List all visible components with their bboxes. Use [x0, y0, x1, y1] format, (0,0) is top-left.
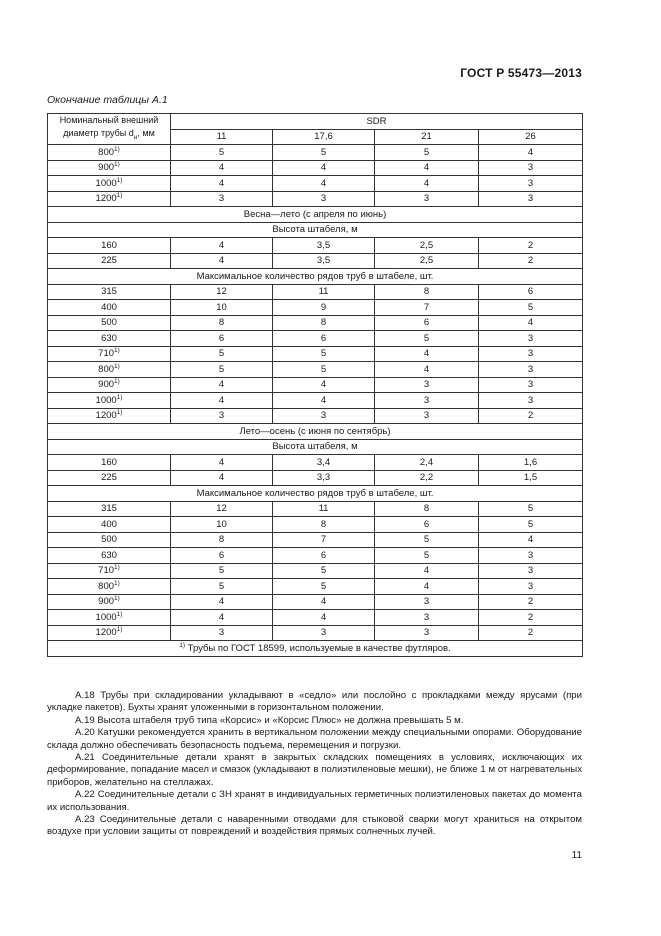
diameter-cell: [48, 579, 171, 595]
diameter-value: 710: [98, 348, 115, 360]
document-code: ГОСТ Р 55473—2013: [460, 66, 582, 80]
diameter-value: 800: [98, 580, 115, 592]
table-row: [48, 284, 583, 300]
value-cell: 5: [375, 145, 479, 161]
value-cell: 2: [479, 610, 583, 626]
value-cell: 10: [171, 300, 273, 316]
footnote-row: [48, 641, 583, 657]
diameter-value: 1200: [95, 410, 117, 422]
diameter-cell: [48, 470, 171, 486]
value-cell: 8: [273, 517, 375, 533]
footnote: [48, 641, 583, 657]
table-row: [48, 145, 583, 161]
value-cell: 3: [273, 625, 375, 641]
section-row: [48, 222, 583, 238]
value-cell: 4: [171, 610, 273, 626]
value-cell: 3: [375, 191, 479, 207]
value-cell: 8: [375, 284, 479, 300]
table-row: [48, 253, 583, 269]
diameter-cell: [48, 610, 171, 626]
diameter-cell: [48, 315, 171, 331]
value-cell: 4: [273, 176, 375, 192]
table-row: [48, 160, 583, 176]
value-cell: 5: [171, 145, 273, 161]
table-row: [48, 501, 583, 517]
value-cell: 5: [273, 579, 375, 595]
diameter-value: 710: [98, 565, 115, 577]
value-cell: 11: [273, 284, 375, 300]
value-cell: 6: [375, 315, 479, 331]
paragraph-a20: А.20 Катушки рекомендуется хранить в вертикальном положении между специальными опорами. Оборудование склада должно обеспечивать безопасность подъема, перемещения и погрузки.: [47, 727, 582, 751]
footnote-ref: 1): [114, 347, 120, 355]
value-cell: 8: [273, 315, 375, 331]
value-cell: 10: [171, 517, 273, 533]
value-cell: 4: [171, 455, 273, 471]
value-cell: 5: [273, 563, 375, 579]
diameter-cell: [48, 563, 171, 579]
footnote-ref: 1): [114, 378, 120, 386]
section-row: [48, 424, 583, 440]
value-cell: 4: [273, 377, 375, 393]
value-cell: 3: [375, 625, 479, 641]
value-cell: 1,5: [479, 470, 583, 486]
diameter-cell: [48, 625, 171, 641]
sdr-header: SDR: [171, 114, 583, 130]
value-cell: 2: [479, 594, 583, 610]
value-cell: 3: [479, 362, 583, 378]
max-rows-title: Максимальное количество рядов труб в штабеле, шт.: [48, 486, 583, 502]
diameter-cell: [48, 160, 171, 176]
footnote-ref: 1): [114, 161, 120, 169]
table-row: [48, 548, 583, 564]
value-cell: 3: [375, 610, 479, 626]
section-row: [48, 207, 583, 223]
diameter-value: 500: [101, 317, 117, 329]
value-cell: 5: [479, 517, 583, 533]
value-cell: 4: [479, 315, 583, 331]
value-cell: 3: [479, 176, 583, 192]
value-cell: 2: [479, 408, 583, 424]
paragraph-a23: А.23 Соединительные детали с наваренными отводами для стыковой сварки могут храниться на открытом воздухе при условии защиты от повреждений и воздействия прямых солнечных лучей.: [47, 814, 582, 838]
value-cell: 5: [273, 346, 375, 362]
table-row: [48, 300, 583, 316]
diameter-value: 225: [101, 255, 117, 267]
value-cell: 5: [273, 145, 375, 161]
table-caption: Окончание таблицы А.1: [47, 94, 168, 106]
value-cell: 3: [479, 579, 583, 595]
footnote-text: Трубы по ГОСТ 18599, используемые в качестве футляров.: [185, 642, 451, 654]
value-cell: 2,5: [375, 238, 479, 254]
diameter-value: 630: [101, 549, 117, 561]
table-row: [48, 238, 583, 254]
section-row: [48, 269, 583, 285]
footnote-ref: 1): [116, 192, 123, 200]
value-cell: 3: [479, 191, 583, 207]
value-cell: 3: [479, 393, 583, 409]
table-row: [48, 532, 583, 548]
diameter-value: 500: [101, 534, 117, 546]
diameter-value: 630: [101, 332, 117, 344]
value-cell: 12: [171, 501, 273, 517]
value-cell: 5: [171, 362, 273, 378]
value-cell: 11: [273, 501, 375, 517]
diameter-cell: [48, 346, 171, 362]
footnote-ref: 1): [116, 626, 123, 634]
table-row: [48, 315, 583, 331]
value-cell: 3: [479, 377, 583, 393]
value-cell: 4: [171, 393, 273, 409]
sdr-value-header: 26: [479, 129, 583, 145]
value-cell: 3: [479, 548, 583, 564]
value-cell: 5: [171, 563, 273, 579]
value-cell: 4: [375, 579, 479, 595]
value-cell: 2,2: [375, 470, 479, 486]
value-cell: 2: [479, 238, 583, 254]
footnote-ref: 1): [116, 393, 123, 401]
diameter-value: 160: [101, 239, 117, 251]
stack-height-title: Высота штабеля, м: [48, 439, 583, 455]
value-cell: 6: [273, 331, 375, 347]
value-cell: 3,5: [273, 253, 375, 269]
diameter-value: 225: [101, 472, 117, 484]
diameter-cell: [48, 455, 171, 471]
diameter-value: 1000: [95, 611, 117, 623]
table-row: [48, 455, 583, 471]
footnote-ref: 1): [114, 579, 120, 587]
value-cell: 3: [375, 408, 479, 424]
value-cell: 5: [171, 579, 273, 595]
table-row: [48, 594, 583, 610]
value-cell: 6: [375, 517, 479, 533]
value-cell: 3: [273, 408, 375, 424]
header-subscript: н: [133, 133, 138, 141]
diameter-cell: [48, 362, 171, 378]
diameter-cell: [48, 377, 171, 393]
diameter-cell: [48, 300, 171, 316]
value-cell: 4: [171, 594, 273, 610]
footnote-ref: 1): [114, 362, 120, 370]
sdr-value-header: 21: [375, 129, 479, 145]
diameter-cell: [48, 331, 171, 347]
value-cell: 4: [171, 470, 273, 486]
diameter-value: 1200: [95, 193, 117, 205]
value-cell: 8: [375, 501, 479, 517]
table-row: [48, 331, 583, 347]
value-cell: 3: [273, 191, 375, 207]
diameter-cell: [48, 517, 171, 533]
value-cell: 3: [171, 625, 273, 641]
value-cell: 3: [479, 331, 583, 347]
footnote-ref: 1): [114, 145, 120, 153]
table-row: [48, 563, 583, 579]
value-cell: 3,4: [273, 455, 375, 471]
paragraph-a19: А.19 Высота штабеля труб типа «Корсис» и «Корсис Плюс» не должна превышать 5 м.: [75, 714, 464, 726]
value-cell: 12: [171, 284, 273, 300]
diameter-cell: [48, 191, 171, 207]
value-cell: 4: [171, 160, 273, 176]
value-cell: 3,5: [273, 238, 375, 254]
diameter-value: 1000: [95, 177, 117, 189]
value-cell: 8: [171, 315, 273, 331]
table-row: [48, 377, 583, 393]
table-row: [48, 610, 583, 626]
diameter-value: 315: [101, 503, 117, 515]
diameter-value: 1200: [95, 627, 117, 639]
diameter-cell: [48, 501, 171, 517]
table-row: [48, 393, 583, 409]
footnote-ref: 1): [116, 610, 123, 618]
value-cell: 6: [171, 548, 273, 564]
value-cell: 3: [479, 346, 583, 362]
value-cell: 3: [479, 160, 583, 176]
sdr-value-header: 17,6: [273, 129, 375, 145]
diameter-value: 160: [101, 456, 117, 468]
diameter-cell: [48, 532, 171, 548]
value-cell: 3: [171, 191, 273, 207]
value-cell: 4: [273, 594, 375, 610]
diameter-cell: [48, 548, 171, 564]
value-cell: 5: [171, 346, 273, 362]
value-cell: 4: [375, 563, 479, 579]
value-cell: 4: [375, 362, 479, 378]
value-cell: 4: [171, 377, 273, 393]
table-row: [48, 176, 583, 192]
value-cell: 2: [479, 625, 583, 641]
diameter-value: 900: [98, 162, 115, 174]
value-cell: 5: [273, 362, 375, 378]
value-cell: 5: [479, 501, 583, 517]
table-row: [48, 517, 583, 533]
table-row: [48, 470, 583, 486]
diameter-value: 1000: [95, 394, 117, 406]
value-cell: 4: [171, 238, 273, 254]
value-cell: 4: [171, 253, 273, 269]
value-cell: 4: [273, 160, 375, 176]
diameter-value: 400: [101, 301, 117, 313]
table-row: [48, 191, 583, 207]
footnote-ref: 1): [116, 409, 123, 417]
value-cell: 4: [375, 346, 479, 362]
value-cell: 1,6: [479, 455, 583, 471]
value-cell: 7: [375, 300, 479, 316]
value-cell: 7: [273, 532, 375, 548]
value-cell: 2,4: [375, 455, 479, 471]
footnote-ref: 1): [114, 564, 120, 572]
value-cell: 4: [375, 176, 479, 192]
diameter-value: 900: [98, 379, 115, 391]
value-cell: 5: [479, 300, 583, 316]
value-cell: 4: [273, 393, 375, 409]
value-cell: 5: [375, 331, 479, 347]
diameter-value: 400: [101, 518, 117, 530]
table-row: [48, 579, 583, 595]
value-cell: 9: [273, 300, 375, 316]
value-cell: 3: [375, 377, 479, 393]
table-row: [48, 362, 583, 378]
storage-table: [47, 113, 583, 657]
diameter-cell: [48, 145, 171, 161]
footnote-ref: 1): [116, 176, 123, 184]
value-cell: 6: [171, 331, 273, 347]
season-title: Весна—лето (с апреля по июнь): [48, 207, 583, 223]
diameter-cell: [48, 238, 171, 254]
value-cell: 8: [171, 532, 273, 548]
value-cell: 2: [479, 253, 583, 269]
diameter-cell: [48, 253, 171, 269]
section-row: [48, 439, 583, 455]
header-text-line1: Номинальный внешний: [59, 115, 159, 126]
max-rows-title: Максимальное количество рядов труб в штабеле, шт.: [48, 269, 583, 285]
page-number: 11: [571, 850, 582, 861]
value-cell: 3: [479, 563, 583, 579]
header-unit: , мм: [137, 128, 155, 139]
diameter-cell: [48, 594, 171, 610]
table-row: [48, 346, 583, 362]
value-cell: 5: [375, 548, 479, 564]
paragraph-a22: А.22 Соединительные детали с ЗН хранят в индивидуальных герметичных полиэтиленовых пакетах до момента их использования.: [47, 789, 582, 813]
footnote-mark: 1): [179, 641, 186, 649]
value-cell: 4: [375, 160, 479, 176]
header-text-line2: диаметр трубы d: [63, 128, 134, 139]
value-cell: 2,5: [375, 253, 479, 269]
stack-height-title: Высота штабеля, м: [48, 222, 583, 238]
table-row: [48, 625, 583, 641]
footnote-ref: 1): [114, 595, 120, 603]
season-title: Лето—осень (с июня по сентябрь): [48, 424, 583, 440]
body-text: [47, 690, 582, 839]
value-cell: 3: [375, 594, 479, 610]
value-cell: 6: [273, 548, 375, 564]
diameter-value: 800: [98, 363, 115, 375]
table-row: [48, 408, 583, 424]
value-cell: 4: [479, 145, 583, 161]
value-cell: 3: [375, 393, 479, 409]
diameter-cell: [48, 176, 171, 192]
diameter-value: 315: [101, 286, 117, 298]
value-cell: 4: [273, 610, 375, 626]
paragraph-a18: А.18 Трубы при складировании укладывают в «седло» или послойно с прокладками между ярусами (при укладке пакетов). Бухты хранят уложенными в горизонтальном положении.: [47, 690, 582, 714]
diameter-column-header: [48, 114, 171, 145]
value-cell: 3,3: [273, 470, 375, 486]
diameter-value: 900: [98, 596, 115, 608]
value-cell: 4: [171, 176, 273, 192]
diameter-cell: [48, 393, 171, 409]
value-cell: 4: [479, 532, 583, 548]
paragraph-a21: А.21 Соединительные детали хранят в закрытых складских помещениях в условиях, исключающих их деформирование, попадание масел и смазок (укладывают в полиэтиленовые мешки), не ближе 1 м от нагревательных приборов, желательно на стеллажах.: [47, 752, 582, 788]
diameter-cell: [48, 408, 171, 424]
sdr-value-header: 11: [171, 129, 273, 145]
diameter-cell: [48, 284, 171, 300]
section-row: [48, 486, 583, 502]
diameter-value: 800: [98, 146, 115, 158]
value-cell: 6: [479, 284, 583, 300]
value-cell: 3: [171, 408, 273, 424]
value-cell: 5: [375, 532, 479, 548]
